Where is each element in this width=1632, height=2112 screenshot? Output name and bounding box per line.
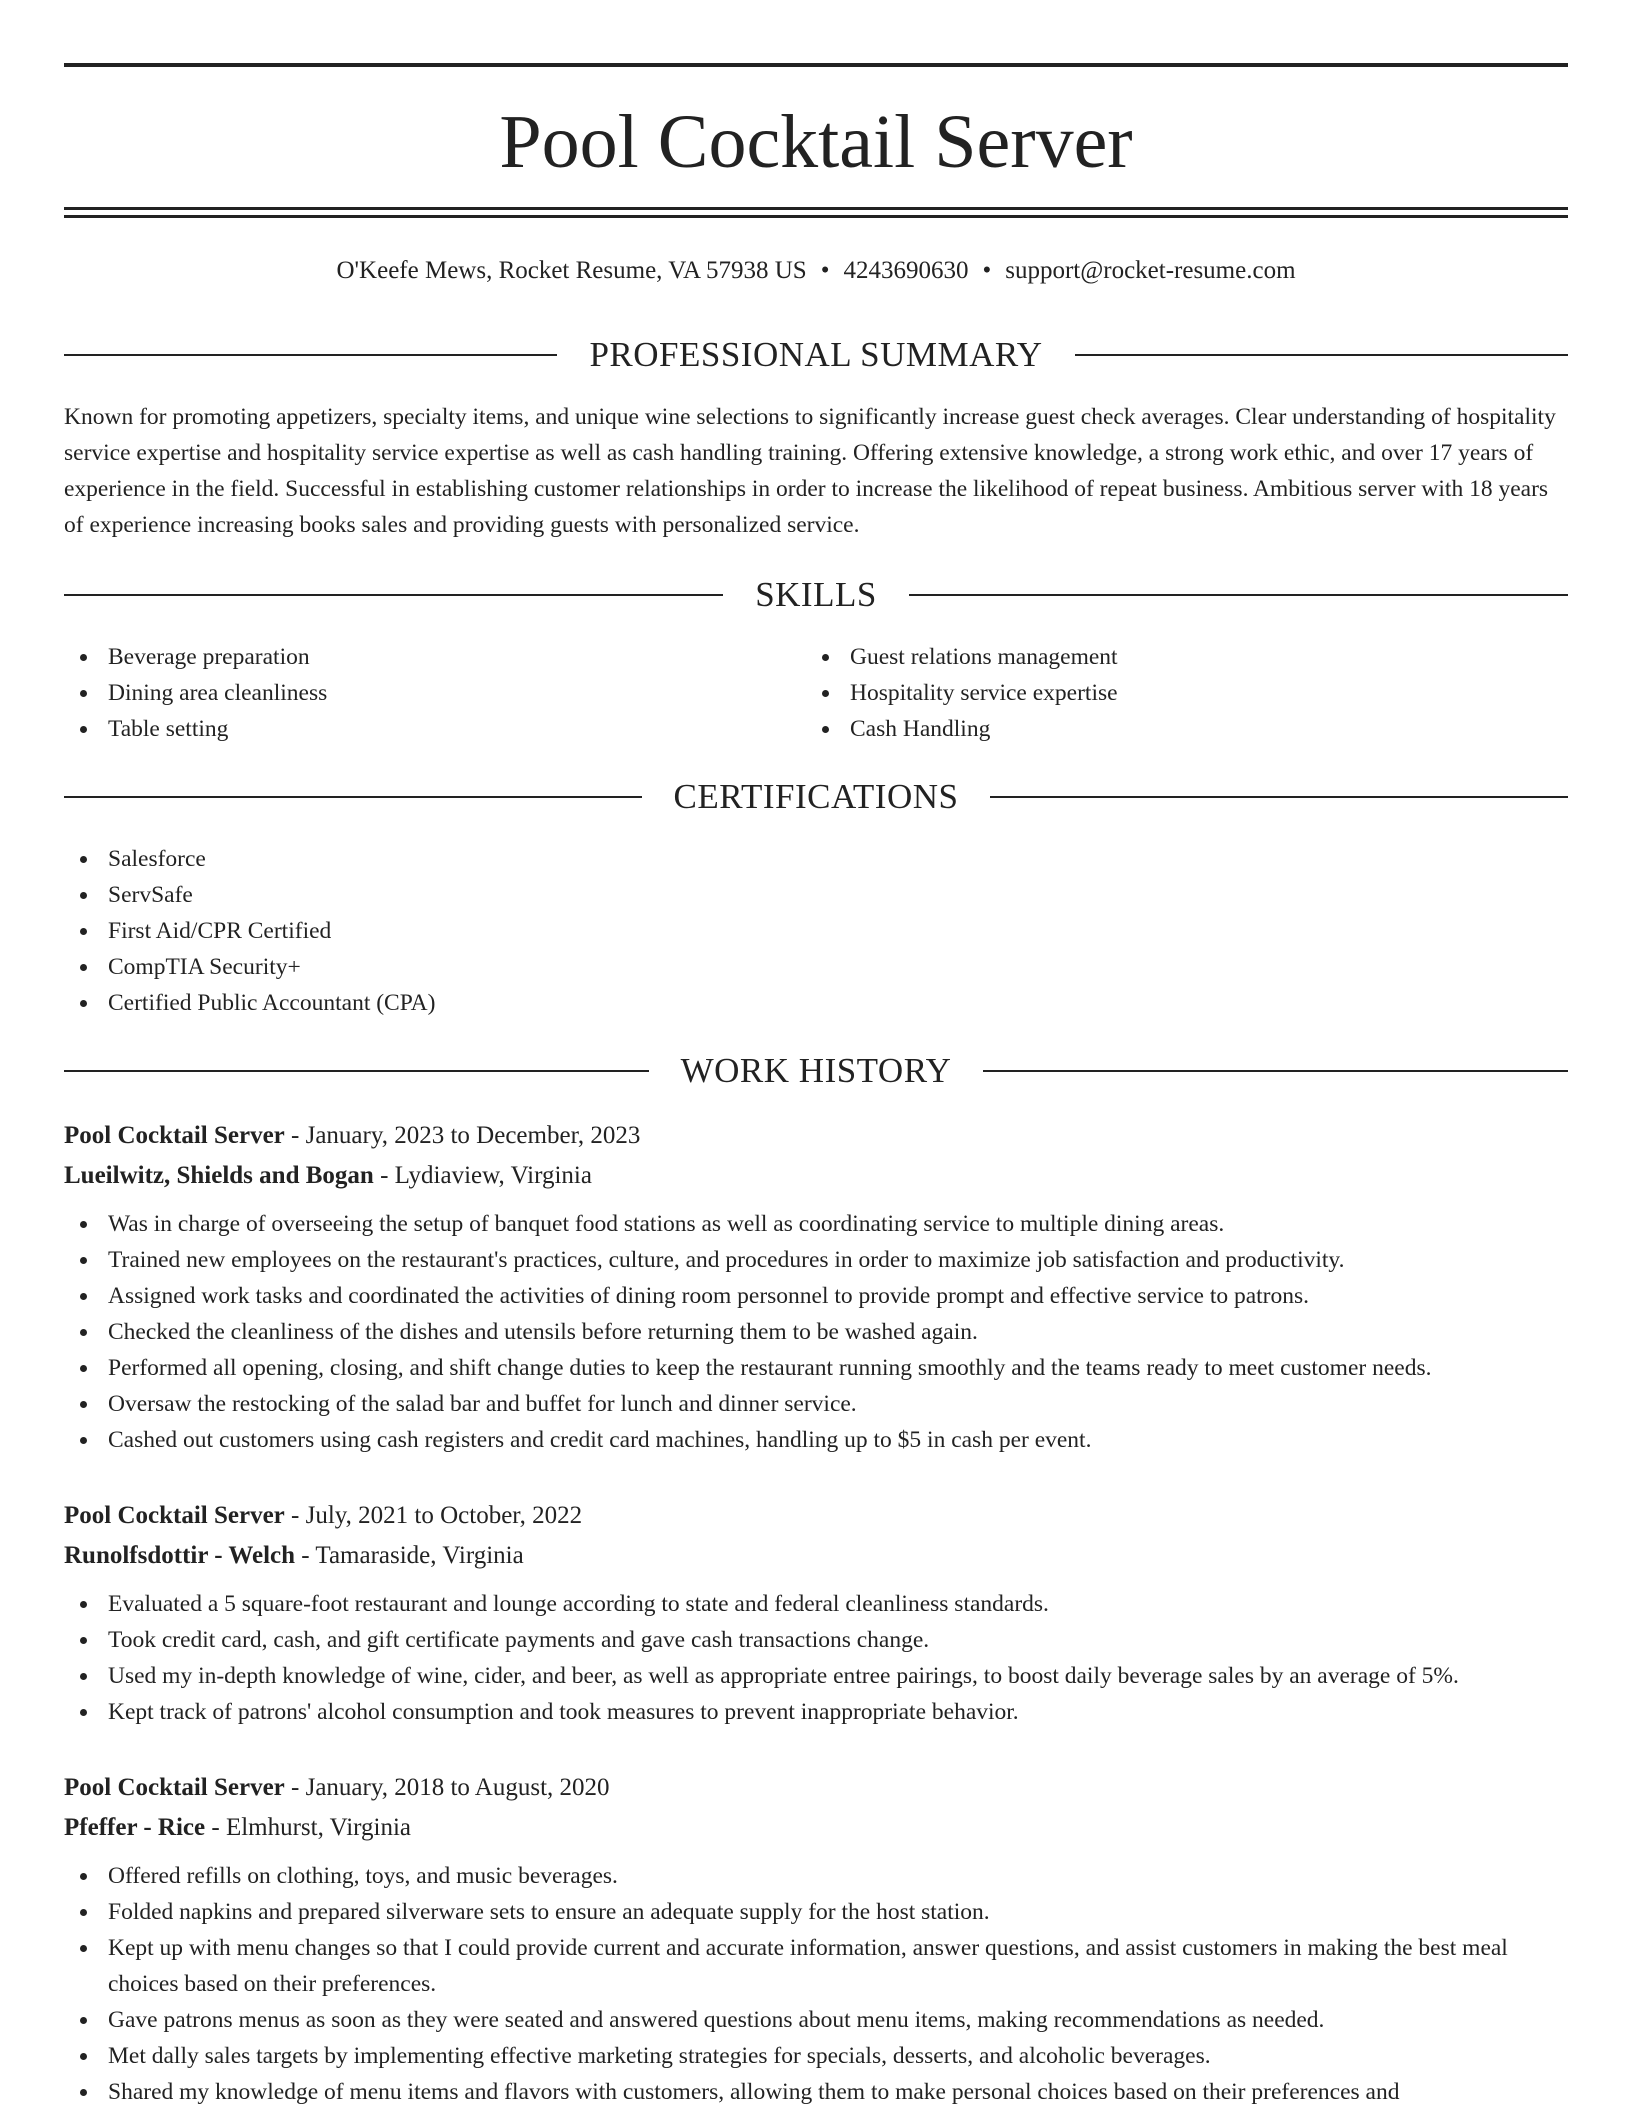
- skills-heading: [64, 573, 1568, 617]
- job-bullet: Kept track of patrons' alcohol consumption and took measures to prevent inappropriate behavior.: [64, 1694, 1568, 1730]
- heading-rule-left: [64, 354, 557, 356]
- job-entry: [64, 1116, 1568, 1458]
- job-entry: [64, 1768, 1568, 2110]
- heading-rule-right: [909, 594, 1568, 596]
- heading-rule-left: [64, 1070, 649, 1072]
- skill-item: Hospitality service expertise: [806, 675, 1506, 711]
- job-title: Pool Cocktail Server: [64, 1502, 285, 1529]
- certification-item: ServSafe: [64, 877, 1568, 913]
- top-rule: [64, 63, 1568, 67]
- contact-address: O'Keefe Mews, Rocket Resume, VA 57938 US: [336, 257, 807, 284]
- job-company: Pfeffer - Rice: [64, 1814, 206, 1841]
- skill-item: Guest relations management: [806, 639, 1506, 675]
- job-company: Runolfsdottir - Welch: [64, 1542, 296, 1569]
- work-history-title: WORK HISTORY: [680, 1051, 952, 1090]
- job-company-line: Lueilwitz, Shields and Bogan - Lydiaview, Virginia: [64, 1162, 592, 1189]
- job-bullet: Cashed out customers using cash registers and credit card machines, handling up to $5 in cash per event.: [64, 1422, 1568, 1458]
- certification-item: Salesforce: [64, 841, 1568, 877]
- job-company: Lueilwitz, Shields and Bogan: [64, 1162, 374, 1189]
- job-bullet: Was in charge of overseeing the setup of banquet food stations as well as coordinating service to multiple dining areas.: [64, 1206, 1568, 1242]
- job-location: Lydiaview, Virginia: [394, 1162, 592, 1189]
- heading-rule-right: [990, 796, 1568, 798]
- skills-column-right: [806, 639, 1506, 747]
- job-bullet: Kept up with menu changes so that I could provide current and accurate information, answer questions, and assist customers in making the best meal choices based on their preferences.: [64, 1930, 1568, 2002]
- heading-rule-left: [64, 594, 723, 596]
- summary-heading: [64, 333, 1568, 377]
- job-title-line: Pool Cocktail Server - July, 2021 to October, 2022: [64, 1502, 583, 1529]
- certifications-block: [64, 841, 1568, 1021]
- contact-line: [64, 253, 1568, 289]
- contact-separator: •: [820, 257, 830, 284]
- job-bullet: Shared my knowledge of menu items and flavors with customers, allowing them to make personal choices based on their preferences and: [64, 2074, 1568, 2110]
- skills-list-left: [64, 639, 764, 747]
- job-dates: January, 2018 to August, 2020: [305, 1774, 610, 1801]
- summary-title: PROFESSIONAL SUMMARY: [589, 335, 1043, 374]
- job-title-line: Pool Cocktail Server - January, 2018 to August, 2020: [64, 1774, 610, 1801]
- skill-item: Cash Handling: [806, 711, 1506, 747]
- job-bullet: Met dally sales targets by implementing effective marketing strategies for specials, desserts, and alcoholic beverages.: [64, 2038, 1568, 2074]
- job-bullet: Gave patrons menus as soon as they were seated and answered questions about menu items, making recommendations as needed.: [64, 2002, 1568, 2038]
- job-bullet: Used my in-depth knowledge of wine, cider, and beer, as well as appropriate entree pairings, to boost daily beverage sales by an average of 5%.: [64, 1658, 1568, 1694]
- heading-rule-right: [983, 1070, 1568, 1072]
- job-dates: January, 2023 to December, 2023: [305, 1122, 641, 1149]
- job-bullet: Evaluated a 5 square-foot restaurant and lounge according to state and federal cleanliness standards.: [64, 1586, 1568, 1622]
- certification-item: Certified Public Accountant (CPA): [64, 985, 1568, 1021]
- job-bullet: Oversaw the restocking of the salad bar and buffet for lunch and dinner service.: [64, 1386, 1568, 1422]
- job-bullet: Offered refills on clothing, toys, and music beverages.: [64, 1858, 1568, 1894]
- double-rule: [64, 207, 1568, 218]
- certifications-heading: [64, 775, 1568, 819]
- job-dates: July, 2021 to October, 2022: [305, 1502, 583, 1529]
- skill-item: Table setting: [64, 711, 764, 747]
- resume-name: Pool Cocktail Server: [499, 100, 1133, 184]
- skill-item: Beverage preparation: [64, 639, 764, 675]
- work-history-heading: [64, 1049, 1568, 1093]
- job-entry: [64, 1496, 1568, 1730]
- skills-column-left: [64, 639, 764, 747]
- skills-list-right: [806, 639, 1506, 747]
- skills-title: SKILLS: [755, 575, 877, 614]
- job-company-line: Runolfsdottir - Welch - Tamaraside, Virginia: [64, 1542, 524, 1569]
- certification-item: CompTIA Security+: [64, 949, 1568, 985]
- certifications-title: CERTIFICATIONS: [673, 777, 959, 816]
- job-bullet: Trained new employees on the restaurant's practices, culture, and procedures in order to maximize job satisfaction and productivity.: [64, 1242, 1568, 1278]
- job-bullets: [64, 1858, 1568, 2110]
- job-bullets: [64, 1206, 1568, 1458]
- job-location: Tamaraside, Virginia: [315, 1542, 524, 1569]
- heading-rule-right: [1075, 354, 1568, 356]
- job-bullet: Performed all opening, closing, and shift change duties to keep the restaurant running smoothly and the teams ready to meet customer needs.: [64, 1350, 1568, 1386]
- summary-text: Known for promoting appetizers, specialty items, and unique wine selections to significantly increase guest check averages. Clear understanding of hospitality service expertise and hospitality service expertise as well as cash handling training. Offering extensive knowledge, a strong work ethic, and over 17 years of experience in the field. Successful in establishing customer relationships in order to increase the likelihood of repeat business. Ambitious server with 18 years of experience increasing books sales and providing guests with personalized service.: [64, 404, 1556, 538]
- job-title: Pool Cocktail Server: [64, 1122, 285, 1149]
- job-bullet: Checked the cleanliness of the dishes and utensils before returning them to be washed again.: [64, 1314, 1568, 1350]
- certification-item: First Aid/CPR Certified: [64, 913, 1568, 949]
- certifications-list: [64, 841, 1568, 1021]
- contact-phone: 4243690630: [843, 257, 969, 284]
- job-location: Elmhurst, Virginia: [225, 1814, 412, 1841]
- skill-item: Dining area cleanliness: [64, 675, 764, 711]
- job-bullets: [64, 1586, 1568, 1730]
- contact-separator: •: [982, 257, 992, 284]
- heading-rule-left: [64, 796, 642, 798]
- job-bullet: Took credit card, cash, and gift certificate payments and gave cash transactions change.: [64, 1622, 1568, 1658]
- job-title: Pool Cocktail Server: [64, 1774, 285, 1801]
- job-title-line: Pool Cocktail Server - January, 2023 to December, 2023: [64, 1122, 641, 1149]
- contact-email: support@rocket-resume.com: [1005, 257, 1296, 284]
- job-bullet: Folded napkins and prepared silverware sets to ensure an adequate supply for the host station.: [64, 1894, 1568, 1930]
- job-bullet: Assigned work tasks and coordinated the activities of dining room personnel to provide prompt and effective service to patrons.: [64, 1278, 1568, 1314]
- job-company-line: Pfeffer - Rice - Elmhurst, Virginia: [64, 1814, 412, 1841]
